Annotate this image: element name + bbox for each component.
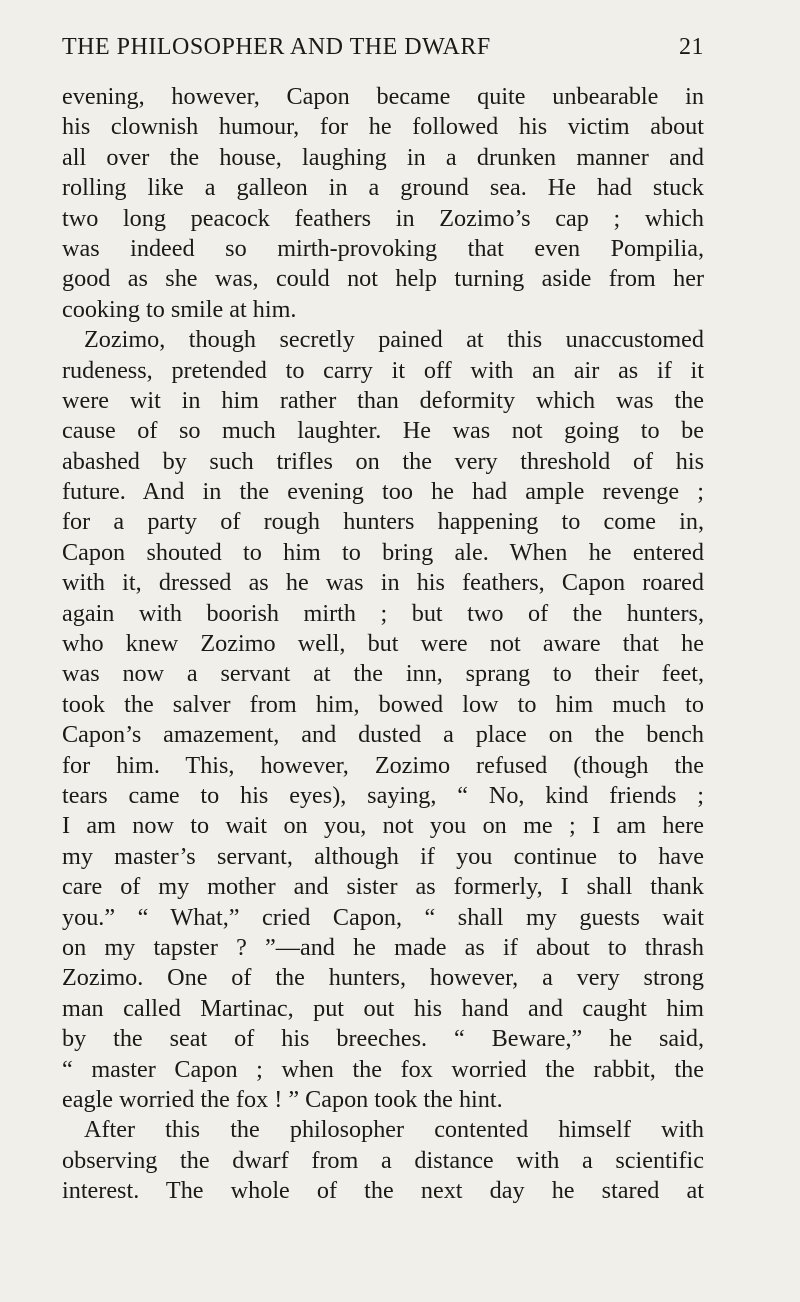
text-line: were wit in him rather than deformity which was the (62, 386, 704, 414)
text-line: again with boorish mirth ; but two of the hunters, (62, 599, 704, 627)
text-line: “ master Capon ; when the fox worried the rabbit, the (62, 1055, 704, 1083)
text-line: with it, dressed as he was in his feathers, Capon roared (62, 569, 704, 597)
text-line: tears came to his eyes), saying, “ No, kind friends ; (62, 781, 704, 809)
text-line: care of my mother and sister as formerly, I shall thank (62, 873, 704, 901)
running-head (62, 34, 704, 74)
text-line: future. And in the evening too he had ample revenge ; (62, 478, 704, 506)
text-line: good as she was, could not help turning aside from her (62, 265, 704, 293)
text-line: eagle worried the fox ! ” Capon took the hint. (62, 1085, 503, 1113)
text-line: rolling like a galleon in a ground sea. He had stuck (62, 174, 704, 202)
page-number: 21 (679, 34, 704, 60)
body-text (62, 82, 704, 1206)
text-line: my master’s servant, although if you continue to have (62, 842, 704, 870)
text-line: Zozimo. One of the hunters, however, a very strong (62, 964, 704, 992)
text-line: by the seat of his breeches. “ Beware,” he said, (62, 1025, 704, 1053)
text-line: for him. This, however, Zozimo refused (though the (62, 751, 704, 779)
text-line: evening, however, Capon became quite unbearable in (62, 83, 704, 110)
text-line: two long peacock feathers in Zozimo’s cap ; which (62, 204, 704, 232)
text-line: was now a servant at the inn, sprang to their feet, (62, 660, 704, 688)
text-line: who knew Zozimo well, but were not aware that he (62, 630, 704, 658)
text-line: I am now to wait on you, not you on me ; I am here (62, 812, 704, 840)
book-page (62, 34, 704, 1206)
text-line: rudeness, pretended to carry it off with an air as if it (62, 356, 704, 384)
text-line: After this the philosopher contented himself with (84, 1116, 704, 1144)
text-line: all over the house, laughing in a drunken manner and (62, 143, 704, 171)
text-line: Zozimo, though secretly pained at this unaccustomed (84, 326, 704, 354)
text-line: his clownish humour, for he followed his victim about (62, 113, 704, 141)
text-line: Capon’s amazement, and dusted a place on the bench (62, 721, 704, 749)
text-line: was indeed so mirth-provoking that even Pompilia, (62, 234, 704, 262)
text-line: took the salver from him, bowed low to him much to (62, 690, 704, 718)
text-line: man called Martinac, put out his hand and caught him (62, 994, 704, 1022)
text-line: for a party of rough hunters happening to come in, (62, 508, 704, 536)
text-line: interest. The whole of the next day he stared at (62, 1177, 704, 1205)
text-line: on my tapster ? ”—and he made as if about to thrash (62, 933, 704, 961)
running-title: THE PHILOSOPHER AND THE DWARF (62, 34, 491, 60)
text-line: abashed by such trifles on the very threshold of his (62, 447, 704, 475)
text-line: observing the dwarf from a distance with a scientific (62, 1146, 704, 1174)
text-line: you.” “ What,” cried Capon, “ shall my guests wait (62, 903, 704, 931)
text-line: cause of so much laughter. He was not going to be (62, 417, 704, 445)
text-line: Capon shouted to him to bring ale. When he entered (62, 538, 704, 566)
text-line: cooking to smile at him. (62, 295, 297, 323)
